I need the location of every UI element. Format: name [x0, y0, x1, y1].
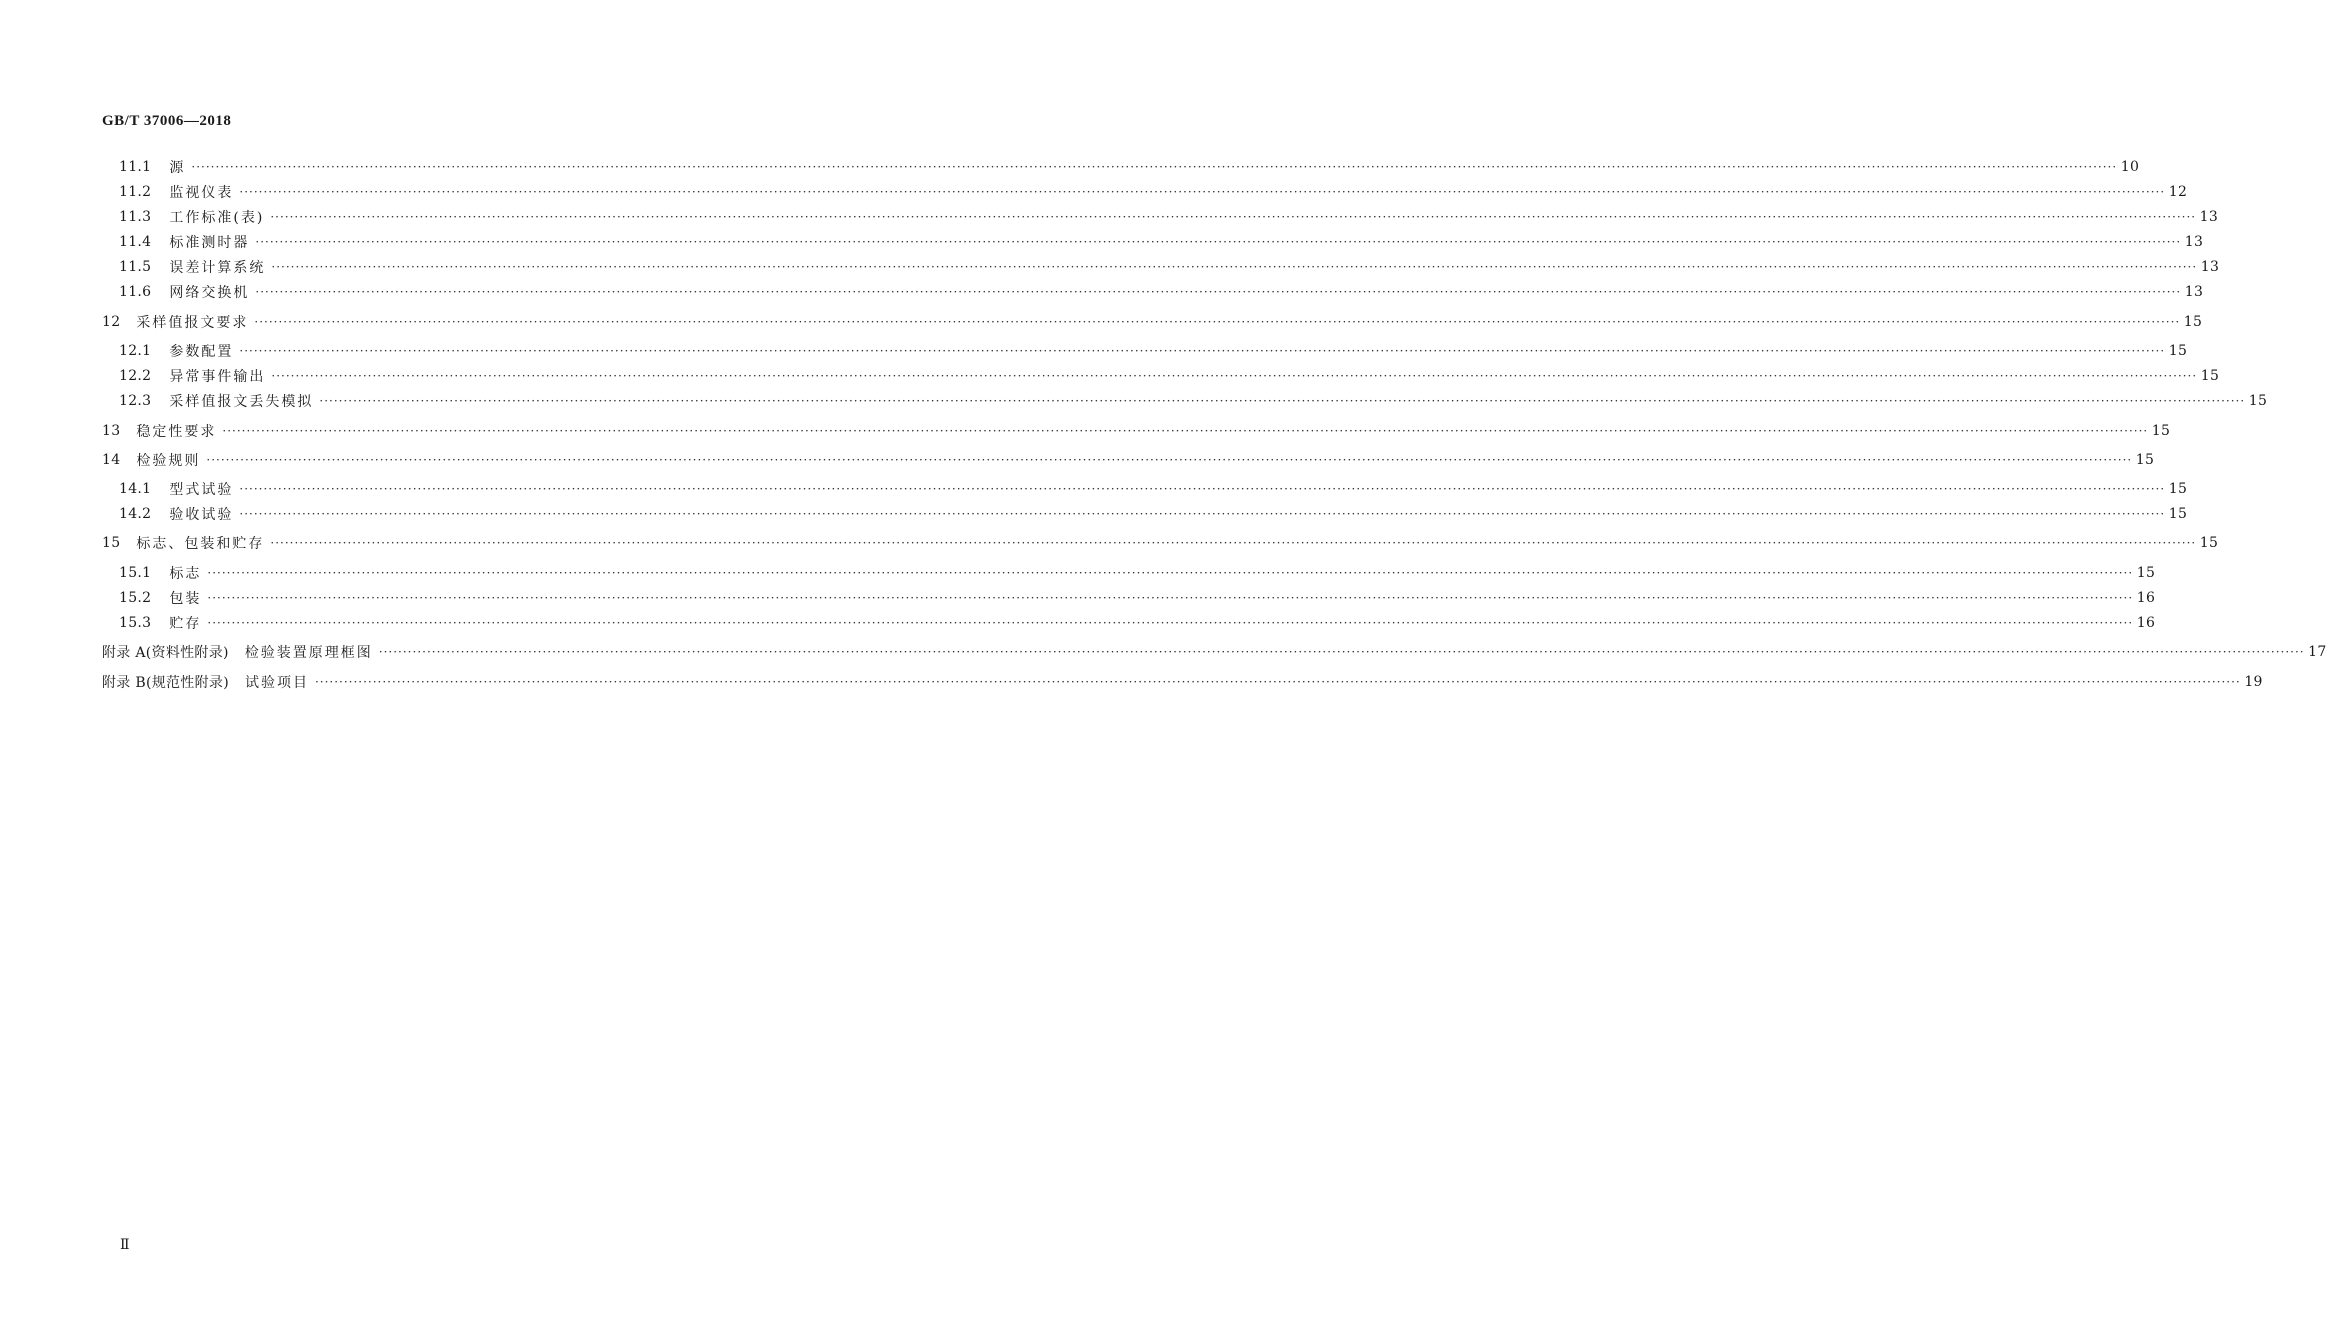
toc-entry-page: 15	[2200, 368, 2220, 384]
toc-entry[interactable]	[102, 671, 2263, 693]
toc-entry-number: 12	[102, 314, 121, 330]
toc-entry-number: 11.2	[119, 184, 152, 200]
toc-leader-dots: ················································································································································································································································································································································································································	[254, 315, 2181, 329]
toc-entry-page: 15	[2168, 343, 2188, 359]
toc-entry-number: 14.2	[119, 506, 152, 522]
toc-leader-dots: ················································································································································································································································································································································································································	[378, 645, 2305, 659]
toc-leader-dots: ················································································································································································································································································································································································································	[206, 453, 2133, 467]
toc-entry[interactable]	[119, 206, 2219, 228]
toc-entry[interactable]	[119, 478, 2188, 500]
toc-entry-page: 13	[2184, 234, 2204, 250]
toc-entry-title: 标志、包装和贮存	[136, 536, 265, 552]
toc-entry-title: 标准测时器	[169, 235, 250, 251]
toc-entry-title: 贮存	[169, 616, 202, 632]
toc-leader-dots: ················································································································································································································································································································································································································	[319, 394, 2246, 408]
toc-leader-dots: ················································································································································································································································································································································································································	[239, 344, 2166, 358]
toc-entry-title: 稳定性要求	[136, 424, 217, 440]
toc-entry-number: 11.6	[119, 284, 152, 300]
toc-leader-dots: ················································································································································································································································································································································································································	[271, 369, 2198, 383]
toc-entry-title: 型式试验	[169, 482, 234, 498]
toc-entry-number: 15.1	[119, 565, 152, 581]
toc-entry-title: 标志	[169, 566, 202, 582]
toc-entry-title: 参数配置	[169, 344, 234, 360]
toc-entry-number: 12.1	[119, 343, 152, 359]
toc-entry-number: 11.5	[119, 259, 152, 275]
toc-leader-dots: ················································································································································································································································································································································································································	[270, 210, 2197, 224]
toc-entry-page: 12	[2168, 184, 2188, 200]
toc-leader-dots: ················································································································································································································································································································································································································	[207, 591, 2134, 605]
toc-entry-number: 11.3	[119, 209, 152, 225]
toc-entry[interactable]	[102, 532, 2219, 554]
toc-entry-number: 13	[102, 423, 121, 439]
toc-entry-page: 17	[2308, 644, 2327, 660]
toc-entry-page: 10	[2120, 159, 2140, 175]
toc-leader-dots: ················································································································································································································································································································································································································	[207, 566, 2134, 580]
toc-entry[interactable]	[119, 256, 2220, 278]
toc-entry-page: 15	[2136, 565, 2156, 581]
toc-leader-dots: ················································································································································································································································································································································································································	[191, 160, 2118, 174]
toc-entry[interactable]	[119, 503, 2188, 525]
toc-entry-number: 15	[102, 535, 121, 551]
toc-entry[interactable]	[119, 612, 2156, 634]
toc-entry-title: 试验项目	[244, 675, 309, 691]
toc-entry-title: 网络交换机	[169, 285, 250, 301]
toc-entry[interactable]	[119, 562, 2156, 584]
toc-entry-title: 误差计算系统	[169, 260, 266, 276]
toc-leader-dots: ················································································································································································································································································································································································································	[239, 185, 2166, 199]
toc-entry-page: 15	[2168, 481, 2188, 497]
toc-entry[interactable]	[119, 365, 2220, 387]
toc-entry-page: 15	[2151, 423, 2171, 439]
toc-entry[interactable]	[119, 156, 2140, 178]
toc-entry[interactable]	[119, 281, 2204, 303]
toc-entry[interactable]	[102, 420, 2171, 442]
toc-entry-title: 工作标准(表)	[169, 210, 265, 226]
toc-leader-dots: ················································································································································································································································································································································································································	[222, 424, 2149, 438]
toc-leader-dots: ················································································································································································································································································································································································································	[314, 675, 2241, 689]
toc-entry-page: 15	[2183, 314, 2203, 330]
toc-leader-dots: ················································································································································································································································································································································································································	[270, 536, 2197, 550]
toc-entry-number: 11.4	[119, 234, 152, 250]
toc-leader-dots: ················································································································································································································································································································································································································	[255, 285, 2182, 299]
toc-entry-number: 15.2	[119, 590, 152, 606]
toc-entry-title: 异常事件输出	[169, 369, 266, 385]
toc-entry-title: 验收试验	[169, 507, 234, 523]
toc-entry-number: 附录 B(规范性附录)	[102, 675, 229, 691]
toc-entry-number: 15.3	[119, 615, 152, 631]
toc-entry-title: 包装	[169, 591, 202, 607]
toc-entry[interactable]	[102, 449, 2155, 471]
toc-entry[interactable]	[119, 340, 2188, 362]
toc-entry-page: 19	[2244, 674, 2263, 690]
toc-entry-page: 15	[2168, 506, 2188, 522]
toc-entry[interactable]	[102, 311, 2203, 333]
toc-leader-dots: ················································································································································································································································································································································································································	[271, 260, 2198, 274]
toc-entry-page: 15	[2248, 393, 2268, 409]
toc-entry[interactable]	[119, 231, 2204, 253]
toc-entry[interactable]	[119, 390, 2268, 412]
toc-entry-number: 14.1	[119, 481, 152, 497]
toc-entry[interactable]	[102, 641, 2327, 663]
toc-leader-dots: ················································································································································································································································································································································································································	[255, 235, 2182, 249]
toc-leader-dots: ················································································································································································································································································································································································································	[239, 507, 2166, 521]
toc-entry-page: 16	[2136, 590, 2156, 606]
toc-entry-title: 监视仪表	[169, 185, 234, 201]
toc-entry-title: 采样值报文丢失模拟	[169, 394, 314, 410]
toc-entry-number: 14	[102, 452, 121, 468]
toc-entry-title: 检验装置原理框图	[244, 645, 373, 661]
toc-entry-page: 13	[2199, 209, 2219, 225]
toc-entry[interactable]	[119, 587, 2156, 609]
page-number: Ⅱ	[120, 1238, 130, 1253]
toc-entry[interactable]	[119, 181, 2188, 203]
toc-entry-title: 源	[169, 160, 186, 176]
toc-entry-page: 16	[2136, 615, 2156, 631]
toc-entry-page: 15	[2135, 452, 2155, 468]
toc-leader-dots: ················································································································································································································································································································································································································	[239, 482, 2166, 496]
standard-code-header: GB/T 37006—2018	[102, 113, 232, 129]
toc-entry-number: 12.3	[119, 393, 152, 409]
toc-entry-title: 采样值报文要求	[136, 315, 249, 331]
toc-entry-number: 附录 A(资料性附录)	[102, 645, 229, 661]
toc-entry-page: 15	[2199, 535, 2219, 551]
toc-entry-page: 13	[2200, 259, 2220, 275]
toc-entry-number: 12.2	[119, 368, 152, 384]
toc-leader-dots: ················································································································································································································································································································································································································	[207, 616, 2134, 630]
toc-entry-number: 11.1	[119, 159, 152, 175]
toc-entry-page: 13	[2184, 284, 2204, 300]
toc-entry-title: 检验规则	[136, 453, 201, 469]
